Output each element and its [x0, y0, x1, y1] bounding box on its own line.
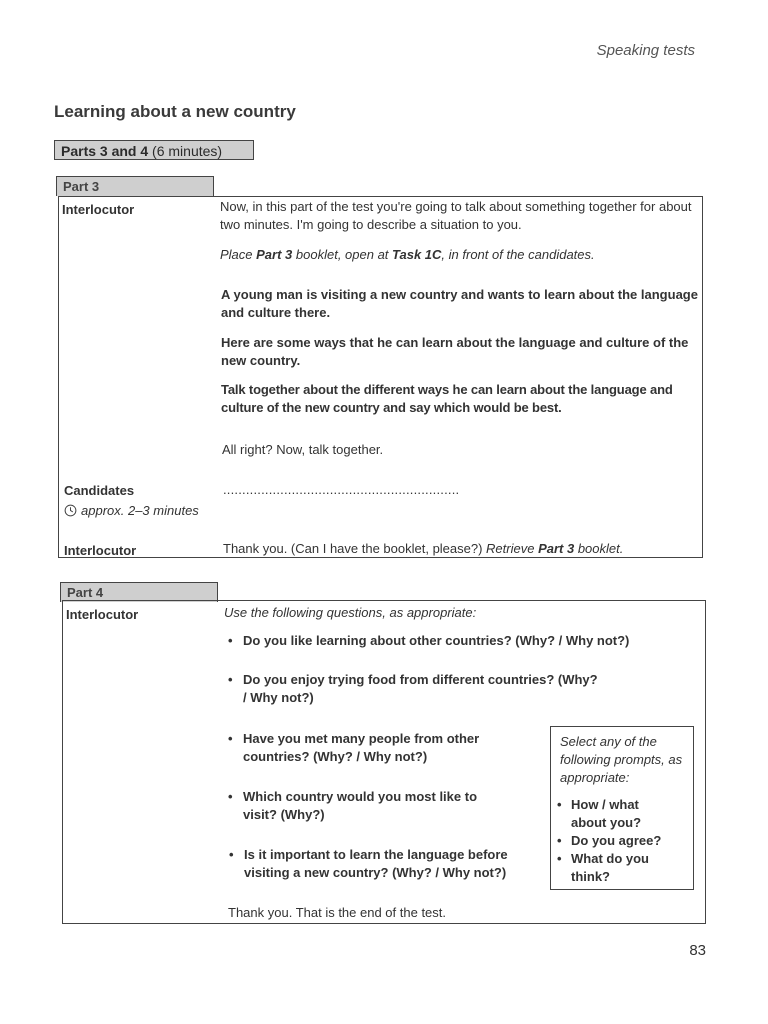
part4-interlocutor-label: Interlocutor [66, 607, 139, 622]
prompts-list [560, 796, 684, 886]
question-1: • Do you like learning about other countries? (Why? / Why not?) [224, 632, 690, 650]
part3-situation-1: A young man is visiting a new country and wants to learn about the language and culture there. [221, 287, 698, 320]
clock-icon [64, 504, 77, 522]
part3-all-right: All right? Now, talk together. [222, 442, 384, 457]
prompt-item: • How / what about you? [553, 796, 677, 832]
parts-duration: (6 minutes) [148, 143, 223, 159]
part3-interlocutor-label-2: Interlocutor [64, 543, 137, 558]
part3-thanks: Thank you. (Can I have the booklet, please?) Retrieve Part 3 booklet. [223, 541, 624, 556]
part3-situation-3: Talk together about the different ways he can learn about the language and culture of the new country and say which would be best. [221, 382, 673, 415]
part3-intro: Now, in this part of the test you're going to talk about something together for about two minutes. I'm going to describe a situation to you. [220, 199, 692, 232]
part4-instruction: Use the following questions, as appropriate: [224, 605, 477, 620]
part4-end: Thank you. That is the end of the test. [228, 905, 447, 920]
parts-label: Parts 3 and 4 [61, 143, 149, 159]
part3-tab: Part 3 [56, 176, 214, 196]
prompt-item: • Do you agree? [553, 832, 677, 850]
parts-duration-box [54, 140, 254, 160]
question-3: • Have you met many people from other countries? (Why? / Why not?) [224, 730, 504, 766]
prompts-intro: Select any of the following prompts, as appropriate: [560, 734, 683, 785]
section-header: Speaking tests [596, 42, 695, 59]
candidates-dots: .............................................................. [223, 482, 460, 497]
prompts-box [550, 726, 694, 890]
candidates-label: Candidates [64, 483, 135, 498]
part3-interlocutor-label: Interlocutor [62, 202, 135, 217]
question-5: • Is it important to learn the language before visiting a new country? (Why? / Why not?) [225, 846, 555, 882]
part3-situation-2: Here are some ways that he can learn about the language and culture of the new country. [221, 335, 689, 368]
page-title: Learning about a new country [54, 102, 296, 121]
question-4: • Which country would you most like to visit? (Why?) [224, 788, 514, 824]
page-number: 83 [689, 942, 706, 959]
part3-instruction: Place Part 3 booklet, open at Task 1C, in front of the candidates. [220, 247, 595, 262]
candidates-time: approx. 2–3 minutes [64, 502, 199, 522]
prompt-item: • What do you think? [553, 850, 677, 886]
part4-tab: Part 4 [60, 582, 218, 602]
question-2: • Do you enjoy trying food from different countries? (Why? / Why not?) [224, 671, 604, 707]
